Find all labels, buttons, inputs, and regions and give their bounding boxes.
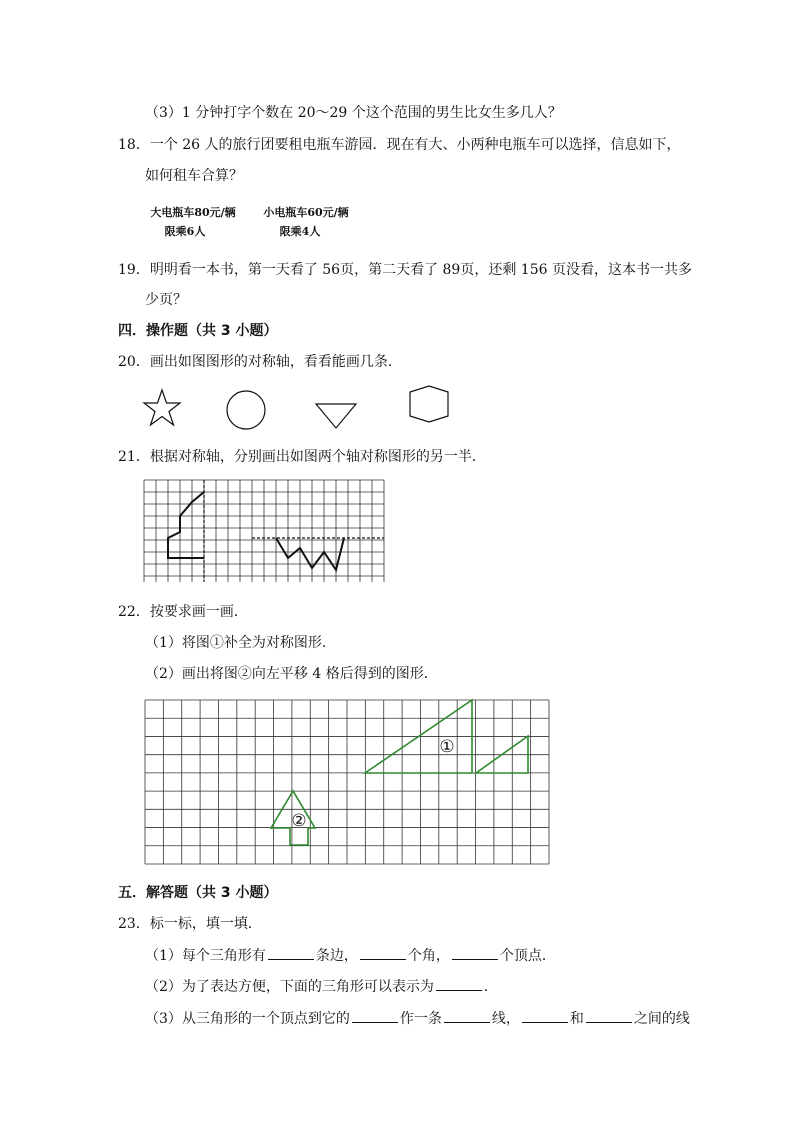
q23-part3-a: （3）从三角形的一个顶点到它的 [145, 1011, 350, 1027]
section-4-heading: 四．操作题（共 3 小题） [118, 323, 278, 339]
big-car-price: 大电瓶车80元/辆 [150, 206, 236, 219]
figure-2-label: ② [291, 811, 307, 831]
q23-part3 [145, 1008, 690, 1029]
q23-part3-b: 作一条 [399, 1011, 442, 1027]
q23-part1-c: 个角， [407, 948, 450, 964]
figure-1-label: ① [439, 737, 455, 757]
blank-opposite-side[interactable] [352, 1008, 398, 1023]
big-car-limit: 限乘6人 [164, 225, 206, 238]
blank-angles[interactable] [360, 945, 406, 960]
q21-text: 21．根据对称轴，分别画出如图两个轴对称图形的另一半． [118, 449, 486, 465]
q22-grid [145, 700, 549, 864]
q23-part2 [145, 976, 498, 997]
q23-part3-c: 线， [491, 1011, 520, 1027]
q23-part1-a: （1）每个三角形有 [145, 948, 266, 964]
blank-sides[interactable] [268, 945, 314, 960]
q18-text: 18．一个 26 人的旅行团要租电瓶车游园．现在有大、小两种电瓶车可以选择，信息如下， [118, 137, 681, 153]
hexagon-icon [410, 386, 448, 422]
small-car-limit: 限乘4人 [279, 225, 321, 238]
q22-text: 22．按要求画一画． [118, 604, 248, 620]
q23-part1 [145, 945, 556, 966]
q20-shapes [138, 386, 478, 442]
blank-vertices[interactable] [452, 945, 498, 960]
q22-part2: （2）画出将图②向左平移 4 格后得到的图形． [145, 666, 438, 682]
q23-part2-a: （2）为了表达方便，下面的三角形可以表示为 [145, 979, 434, 995]
star-icon [144, 390, 180, 425]
triangle-icon [316, 404, 356, 428]
q20-text: 20．画出如图图形的对称轴，看看能画几条． [118, 354, 402, 370]
blank-point-2[interactable] [586, 1008, 632, 1023]
half-figure-2 [276, 538, 344, 570]
half-figure-1 [168, 492, 204, 558]
blank-point-1[interactable] [522, 1008, 568, 1023]
section-5-heading: 五．解答题（共 3 小题） [118, 885, 278, 901]
q18-text-cont: 如何租车合算？ [145, 168, 243, 184]
circle-icon [227, 391, 265, 429]
q23-part1-b: 条边， [315, 948, 358, 964]
q22-part1: （1）将图①补全为对称图形． [145, 635, 336, 651]
blank-notation[interactable] [436, 976, 482, 991]
blank-line-type[interactable] [444, 1008, 490, 1023]
q21-grid [144, 480, 384, 582]
q19-text-cont: 少页？ [145, 292, 187, 308]
q23-part3-d: 和 [569, 1011, 584, 1027]
q23-part2-b: ． [483, 979, 498, 995]
q23-part3-e: 之间的线 [633, 1011, 690, 1027]
q17-part3: （3）1 分钟打字个数在 20～29 个这个范围的男生比女生多几人？ [145, 105, 562, 121]
q23-text: 23．标一标，填一填． [118, 916, 262, 932]
q19-text: 19．明明看一本书，第一天看了 56页，第二天看了 89页，还剩 156 页没看，这本书一共多 [118, 262, 692, 278]
small-car-price: 小电瓶车60元/辆 [263, 206, 349, 219]
q23-part1-d: 个顶点． [499, 948, 556, 964]
